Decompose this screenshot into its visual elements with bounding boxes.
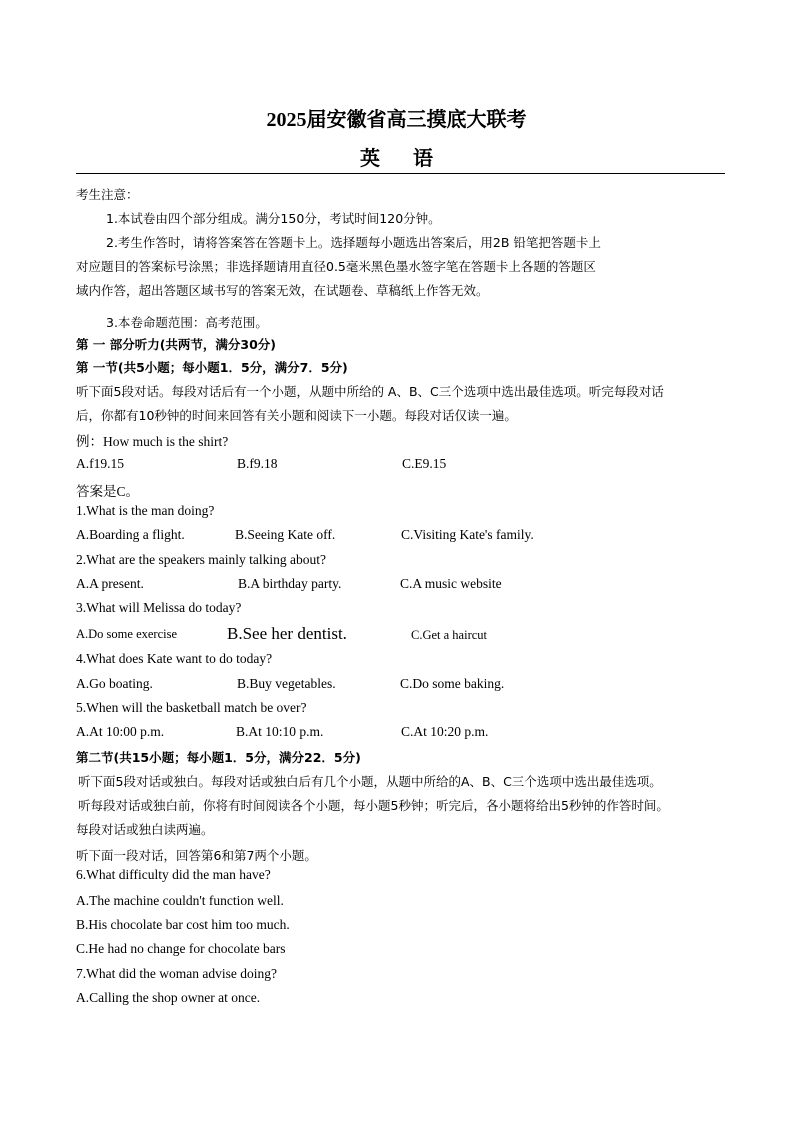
q3-option-b: B.See her dentist. [227, 624, 347, 643]
section2-instructions-line-1: 听下面5段对话或独白。每段对话或独白后有几个小题，从题中所给的A、B、C三个选项中选出最佳选项。 [78, 774, 662, 789]
q6-option-c: C.He had no change for chocolate bars [76, 941, 286, 956]
part1-heading: 第 一 部分听力(共两节，满分30分) [76, 337, 277, 352]
q6-option-b: B.His chocolate bar cost him too much. [76, 917, 290, 932]
q5-option-b: B.At 10:10 p.m. [236, 724, 324, 739]
q4-option-c: C.Do some baking. [400, 676, 505, 691]
q3-option-a: A.Do some exercise [76, 627, 178, 641]
q1-option-c: C.Visiting Kate's family. [401, 527, 534, 542]
q5-option-a: A.At 10:00 p.m. [76, 724, 165, 739]
section2-instructions-line-3: 每段对话或独白读两遍。 [76, 822, 214, 837]
notice-item-2-line-3: 域内作答，超出答题区域书写的答案无效，在试题卷、草稿纸上作答无效。 [76, 283, 489, 298]
q2-option-a: A.A present. [76, 576, 144, 591]
question-3: 3.What will Melissa do today? [76, 600, 242, 615]
question-7: 7.What did the woman advise doing? [76, 966, 277, 981]
section2-lead: 听下面一段对话，回答第6和第7两个小题。 [76, 848, 317, 863]
exam-title: 2025届安徽省高三摸底大联考 [266, 109, 527, 131]
q1-option-b: B.Seeing Kate off. [235, 527, 336, 542]
notice-item-2-line-1: 2.考生作答时，请将答案答在答题卡上。选择题每小题选出答案后，用2B 铅笔把答题卡上 [106, 235, 601, 250]
q3-option-c: C.Get a haircut [411, 628, 488, 642]
example-answer: 答案是C。 [76, 484, 140, 499]
q4-option-a: A.Go boating. [76, 676, 153, 691]
header-divider [76, 173, 725, 174]
section2-instructions-line-2: 听每段对话或独白前，你将有时间阅读各个小题，每小题5秒钟；听完后，各小题将给出5秒钟的作答时间。 [78, 798, 669, 813]
example-question: 例：How much is the shirt? [76, 434, 229, 449]
example-option-a: A.f19.15 [76, 456, 124, 471]
question-1: 1.What is the man doing? [76, 503, 215, 518]
q2-option-b: B.A birthday party. [238, 576, 342, 591]
section1-instructions-line-1: 听下面5段对话。每段对话后有一个小题，从题中所给的 A、B、C三个选项中选出最佳选项。听完每段对话 [76, 384, 664, 399]
q5-option-c: C.At 10:20 p.m. [401, 724, 489, 739]
question-2: 2.What are the speakers mainly talking about? [76, 552, 327, 567]
example-option-c: C.E9.15 [402, 456, 447, 471]
example-option-b: B.f9.18 [237, 456, 278, 471]
section1-heading: 第 一节(共5小题；每小题1．5分，满分7．5分) [76, 360, 348, 375]
question-4: 4.What does Kate want to do today? [76, 651, 273, 666]
section1-instructions-line-2: 后，你都有10秒钟的时间来回答有关小题和阅读下一小题。每段对话仅读一遍。 [76, 408, 517, 423]
q1-option-a: A.Boarding a flight. [76, 527, 185, 542]
q2-option-c: C.A music website [400, 576, 502, 591]
q4-option-b: B.Buy vegetables. [237, 676, 336, 691]
notice-item-2-line-2: 对应题目的答案标号涂黑；非选择题请用直径0.5毫米黑色墨水签字笔在答题卡上各题的答题区 [76, 259, 596, 274]
q7-option-a: A.Calling the shop owner at once. [76, 990, 261, 1005]
section2-heading: 第二节(共15小题；每小题1．5分，满分22．5分) [76, 750, 361, 765]
q6-option-a: A.The machine couldn't function well. [76, 893, 284, 908]
notice-item-3: 3.本卷命题范围：高考范围。 [106, 315, 268, 330]
notice-heading: 考生注意： [76, 187, 139, 202]
question-5: 5.When will the basketball match be over? [76, 700, 307, 715]
question-6: 6.What difficulty did the man have? [76, 867, 271, 882]
subject-title: 英 语 [360, 148, 447, 170]
notice-item-1: 1.本试卷由四个部分组成。满分150分，考试时间120分钟。 [106, 211, 441, 226]
